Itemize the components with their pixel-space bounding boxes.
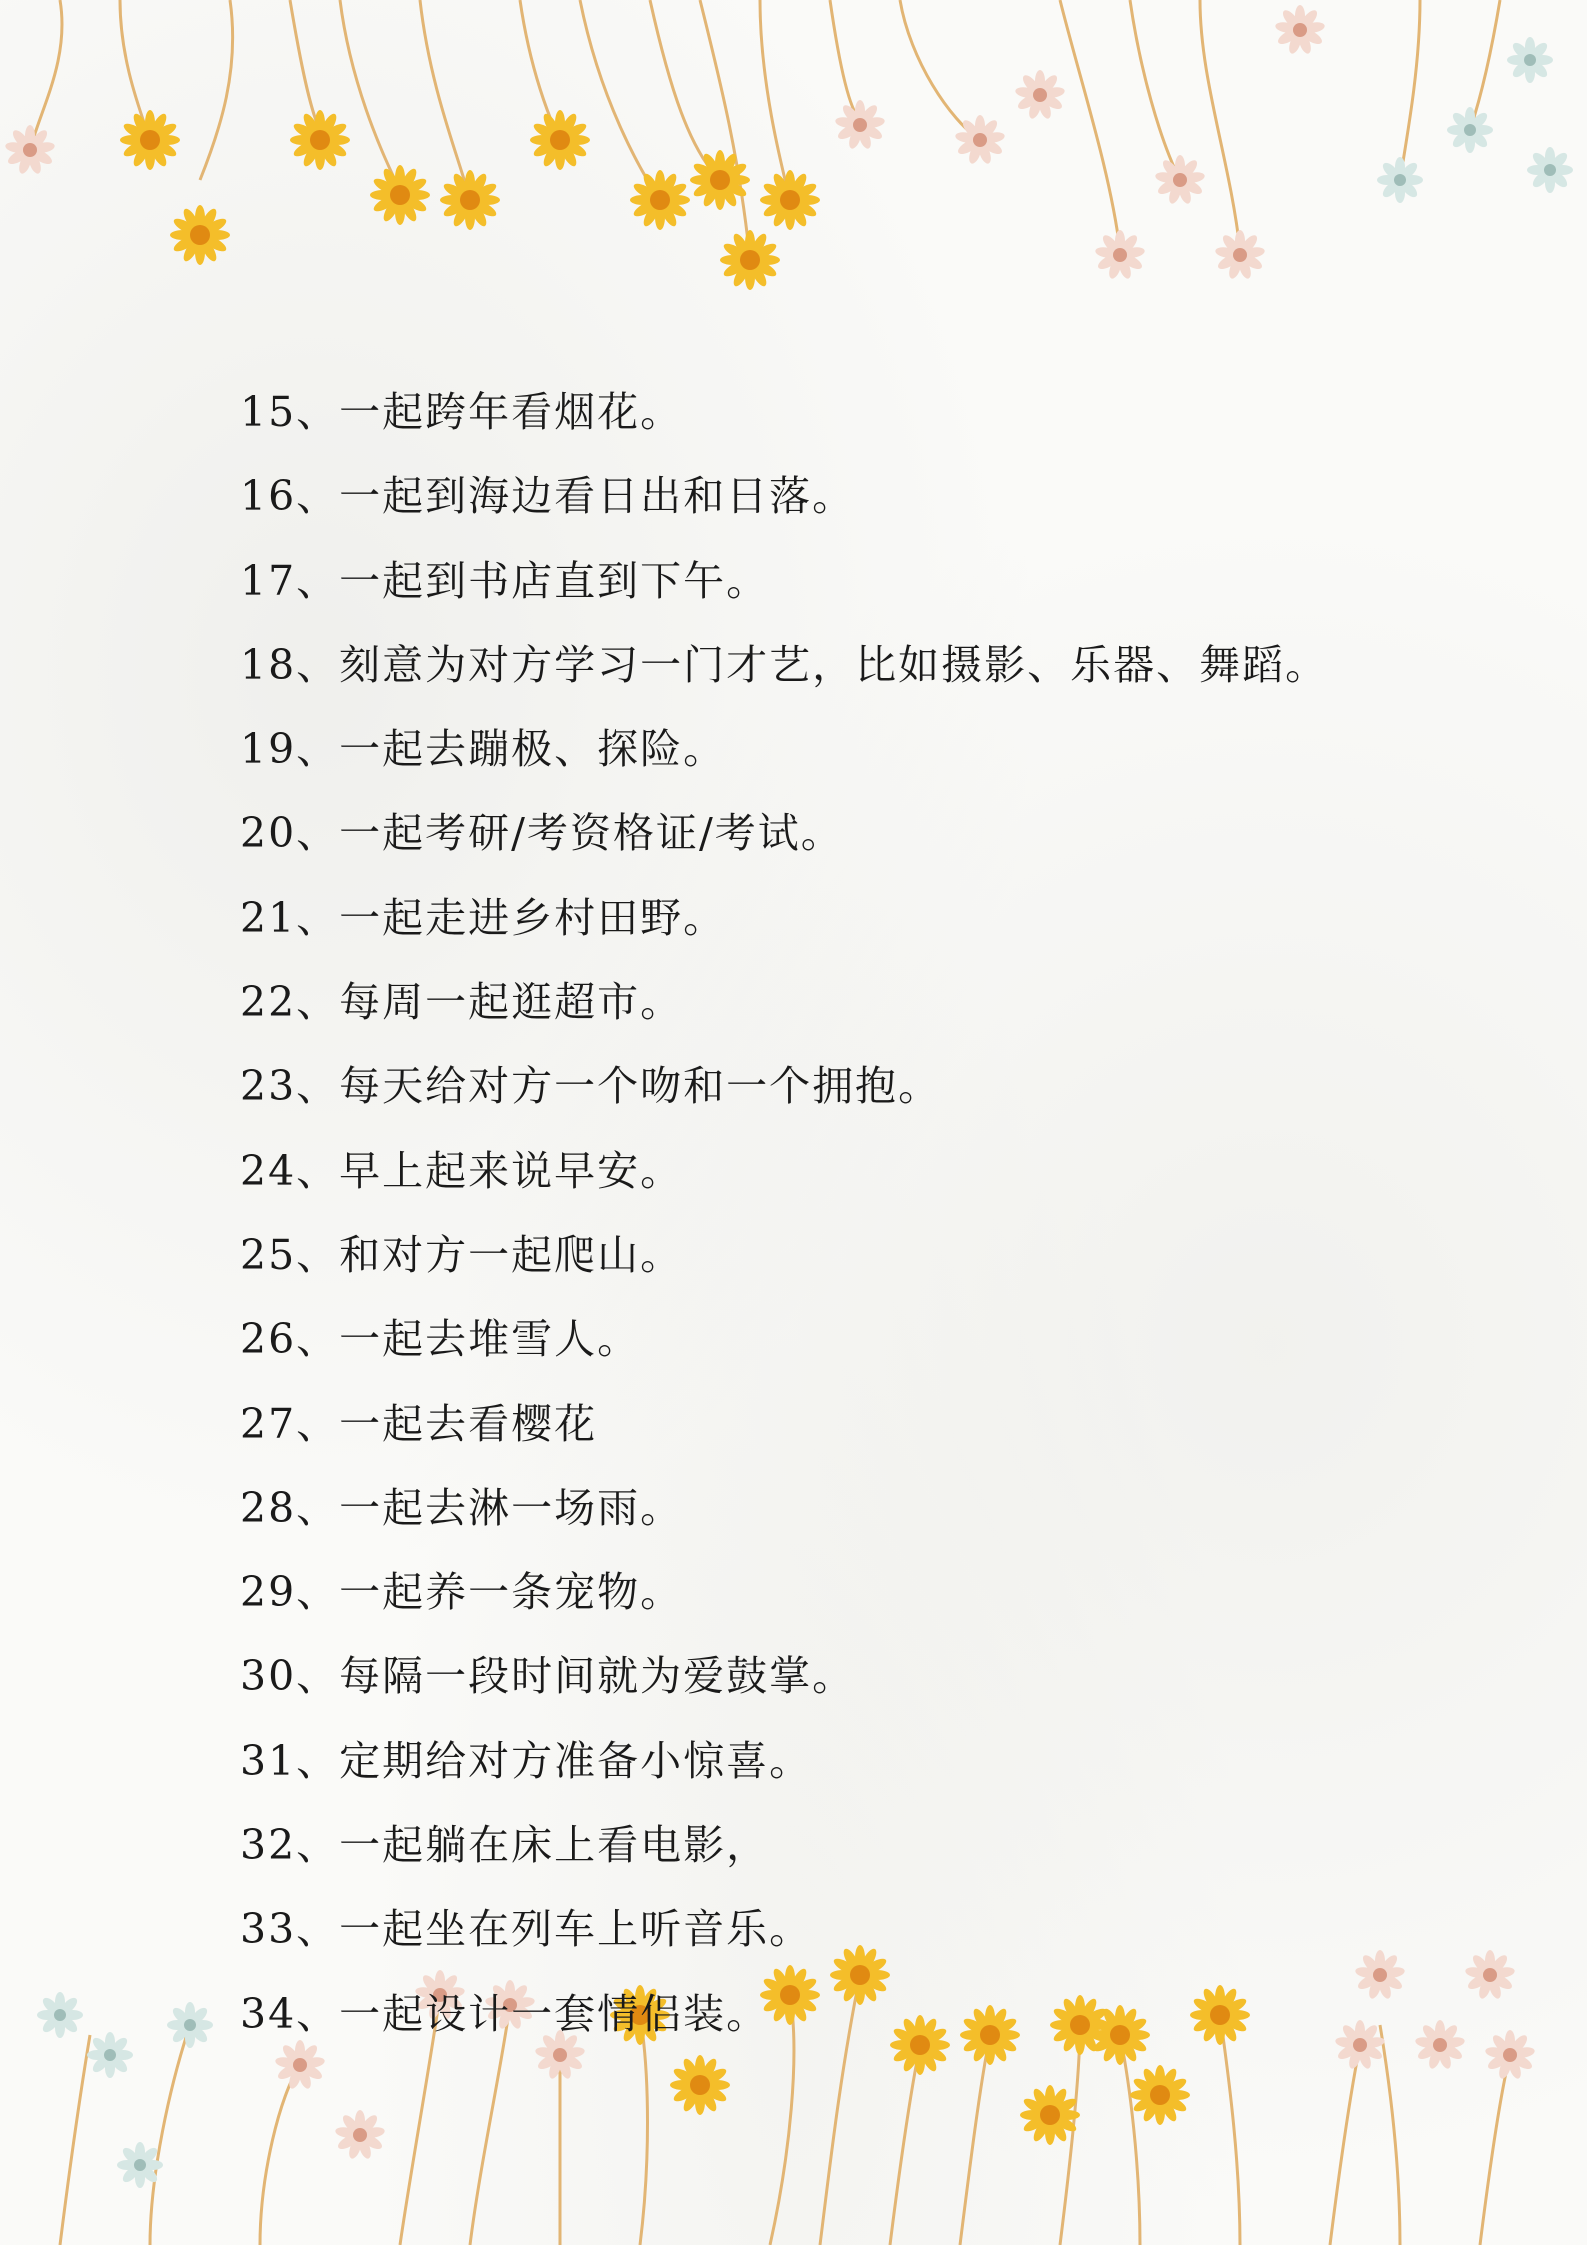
list-item: 31、定期给对方准备小惊喜。: [240, 1736, 813, 1785]
list-item: 25、和对方一起爬山。: [240, 1230, 684, 1279]
list-item: 30、每隔一段时间就为爱鼓掌。: [240, 1652, 856, 1701]
list-item: 23、每天给对方一个吻和一个拥抱。: [240, 1062, 942, 1111]
list-item: 34、一起设计一套情侣装。: [240, 1989, 770, 2038]
list-item: 15、一起跨年看烟花。: [240, 388, 684, 436]
list-item: 22、每周一起逛超市。: [240, 978, 684, 1027]
list-item: 32、一起躺在床上看电影，: [240, 1821, 770, 1870]
list-item: 26、一起去堆雪人。: [240, 1315, 641, 1364]
list-item: 19、一起去蹦极、探险。: [240, 725, 727, 774]
list-item: 20、一起考研/考资格证/考试。: [240, 809, 844, 858]
top-flower-decoration-icon: [0, 0, 1587, 330]
list-item: 24、早上起来说早安。: [240, 1146, 684, 1195]
wish-list: [240, 370, 1328, 2056]
list-item: 29、一起养一条宠物。: [240, 1568, 684, 1617]
list-item: 21、一起走进乡村田野。: [240, 893, 727, 942]
list-item: 33、一起坐在列车上听音乐。: [240, 1905, 813, 1954]
list-item: 27、一起去看樱花: [240, 1399, 598, 1448]
list-item: 17、一起到书店直到下午。: [240, 556, 770, 605]
list-item: 16、一起到海边看日出和日落。: [240, 472, 856, 521]
list-item: 18、刻意为对方学习一门才艺，比如摄影、乐器、舞蹈。: [240, 640, 1329, 689]
list-item: 28、一起去淋一场雨。: [240, 1483, 684, 1532]
